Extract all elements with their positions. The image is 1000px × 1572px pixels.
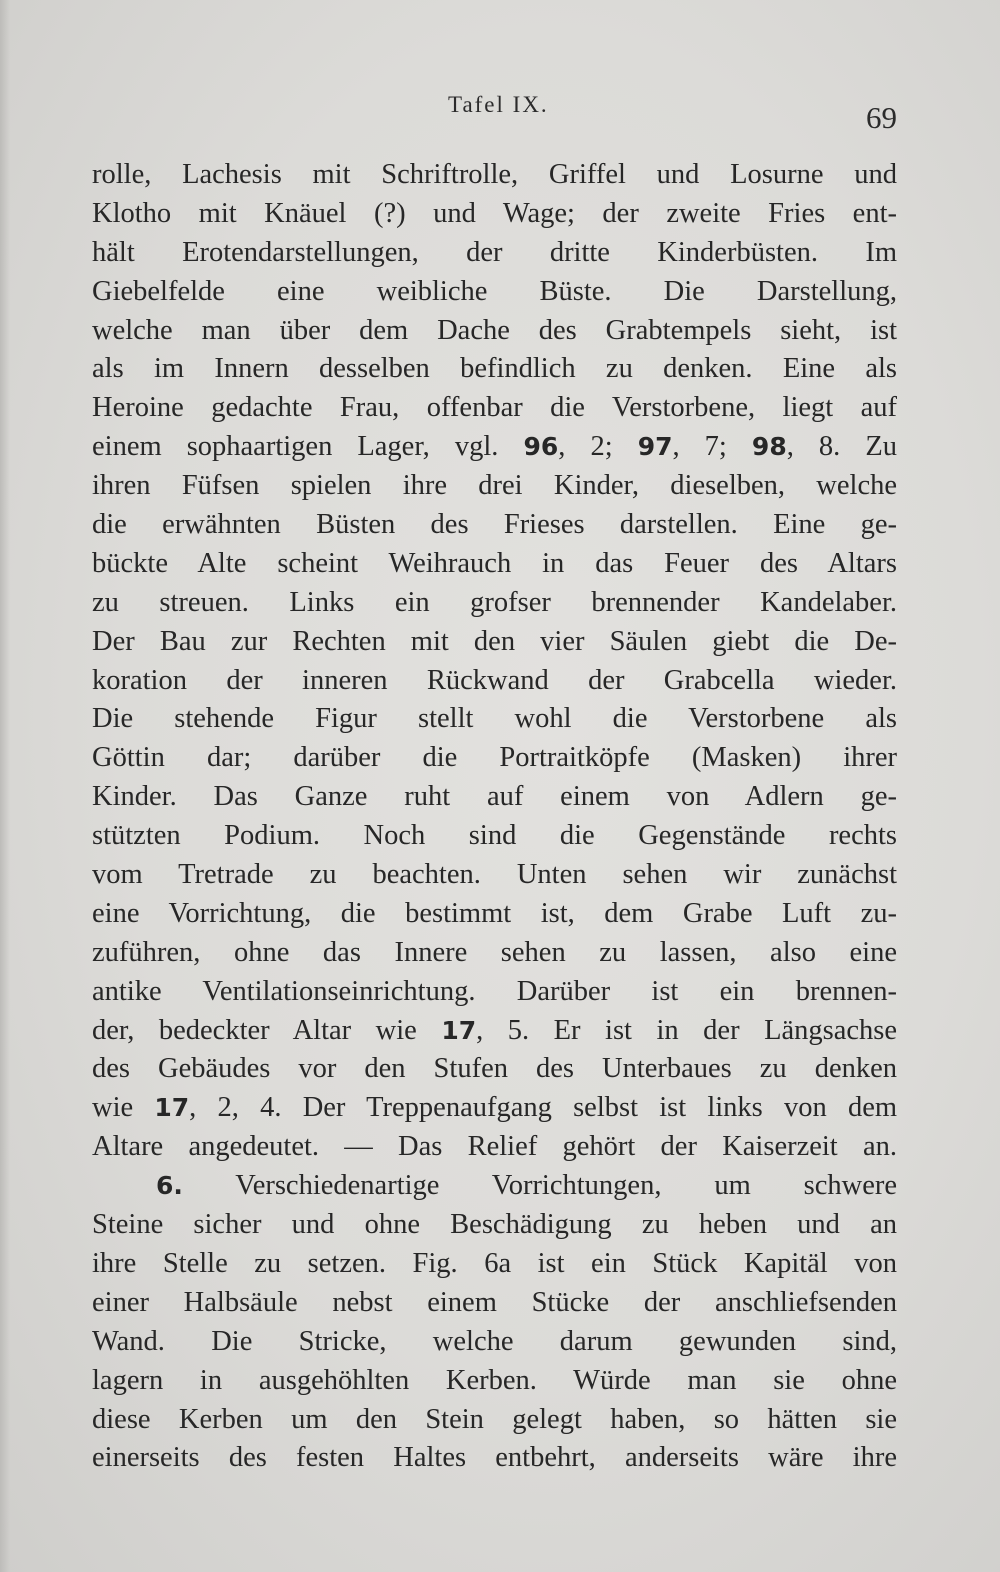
text-line: zu streuen. Links ein grofser brennender Kandelaber. (92, 586, 897, 618)
text-line: stützten Podium. Noch sind die Gegenstände rechts (92, 820, 897, 852)
text-line: Heroine gedachte Frau, offenbar die Verstorbene, liegt auf (92, 392, 897, 424)
text-line: Die stehende Figur stellt wohl die Verstorbene als (92, 703, 897, 735)
text-line: als im Innern desselben befindlich zu denken. Eine als (92, 353, 897, 385)
text-line: lagern in ausgehöhlten Kerben. Würde man sie ohne (92, 1364, 897, 1396)
plate-reference-detail: , 2, 4. (189, 1092, 282, 1124)
running-head (0, 88, 1000, 135)
text-line: Wand. Die Stricke, welche darum gewunden sind, (92, 1325, 897, 1357)
page-header-title: Tafel IX. (448, 92, 549, 117)
plate-reference-number: 17 (441, 1015, 477, 1045)
text-line-with-refs (92, 1012, 897, 1051)
text-line: ihre Stelle zu setzen. Fig. 6a ist ein Stück Kapitäl von (92, 1247, 897, 1279)
paragraph-number: 6. (156, 1171, 183, 1201)
text-line: Giebelfelde eine weibliche Büste. Die Darstellung, (92, 275, 897, 307)
page-number: 69 (866, 100, 897, 135)
plate-reference-number: 97 (637, 432, 673, 462)
body-text (92, 156, 897, 1478)
plate-reference-detail: , 2; (558, 431, 613, 463)
text-line: Göttin dar; darüber die Portraitköpfe (Masken) ihrer (92, 742, 897, 774)
plate-reference-detail: , 5. (476, 1014, 530, 1046)
text-line: Altare angedeutet. — Das Relief gehört der Kaiserzeit an. (92, 1131, 897, 1163)
text-line: einerseits des festen Haltes entbehrt, anderseits wäre ihre (92, 1442, 897, 1474)
paragraph-start-line (92, 1167, 897, 1206)
plate-reference-number: 98 (751, 432, 787, 462)
text-line: Klotho mit Knäuel (?) und Wage; der zweite Fries ent- (92, 197, 897, 229)
text-line: einer Halbsäule nebst einem Stücke der anschliefsenden (92, 1286, 897, 1318)
plate-reference-number: 17 (154, 1093, 190, 1123)
text-line: die erwähnten Büsten des Frieses darstellen. Eine ge- (92, 509, 897, 541)
text-line: Steine sicher und ohne Beschädigung zu heben und an (92, 1209, 897, 1241)
line-text: Der Treppenaufgang selbst ist links von dem (302, 1092, 897, 1124)
text-line: ihren Füfsen spielen ihre drei Kinder, dieselben, welche (92, 470, 897, 502)
text-line: bückte Alte scheint Weihrauch in das Feuer des Altars (92, 547, 897, 579)
text-line: antike Ventilationseinrichtung. Darüber ist ein brennen- (92, 975, 897, 1007)
text-line: des Gebäudes vor den Stufen des Unterbaues zu denken (92, 1053, 897, 1085)
text-line: Der Bau zur Rechten mit den vier Säulen giebt die De- (92, 625, 897, 657)
text-line: rolle, Lachesis mit Schriftrolle, Griffel und Losurne und (92, 159, 897, 190)
text-line: eine Vorrichtung, die bestimmt ist, dem Grabe Luft zu- (92, 897, 897, 929)
line-text: Zu (865, 431, 897, 463)
text-line: hält Erotendarstellungen, der dritte Kinderbüsten. Im (92, 236, 897, 268)
text-line: koration der inneren Rückwand der Grabcella wieder. (92, 664, 897, 696)
text-line: vom Tretrade zu beachten. Unten sehen wir zunächst (92, 859, 897, 891)
text-line: zuführen, ohne das Innere sehen zu lassen, also eine (92, 936, 897, 968)
line-text: einem sophaartigen Lager, vgl. (92, 431, 499, 463)
plate-reference-detail: , 7; (672, 431, 727, 463)
line-text: Verschiedenartige Vorrichtungen, um schwere (235, 1170, 897, 1202)
text-line-with-refs (92, 428, 897, 467)
line-text: der, bedeckter Altar wie (92, 1014, 417, 1046)
line-text: Er ist in der Längsachse (553, 1014, 897, 1046)
plate-reference-detail: , 8. (786, 431, 841, 463)
text-line: diese Kerben um den Stein gelegt haben, so hätten sie (92, 1403, 897, 1435)
text-line: Kinder. Das Ganze ruht auf einem von Adlern ge- (92, 781, 897, 813)
text-line: welche man über dem Dache des Grabtempels sieht, ist (92, 314, 897, 346)
plate-reference-number: 96 (523, 432, 559, 462)
line-text: wie (92, 1092, 134, 1124)
text-line-with-refs (92, 1089, 897, 1128)
